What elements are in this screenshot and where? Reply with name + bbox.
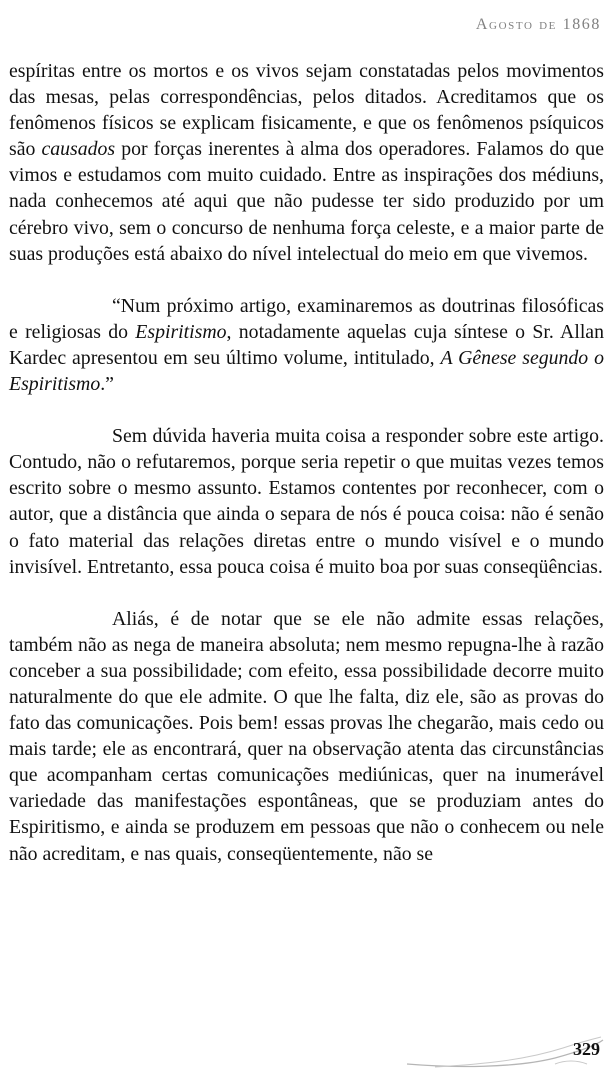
text-run: Aliás, é de notar que se ele não admite essas relações, também não as nega de maneira absoluta; nem mesmo repugna-lhe à razão conceber a sua possibilidade; com efeito, essa possibilidade decorre muito naturalmente do que ele admite. O que lhe falta, diz ele, são as provas do fato das comunicações. Pois bem! essas provas lhe chegarão, mais cedo ou mais tarde; ele as encontrará, quer na observação atenta das circunstâncias que acompanham certas comunicações mediúnicas, quer na inumerável variedade das manifestações espontâneas, que se produziam antes do Espiritismo, e ainda se produzem em pessoas que não o conhecem ou nele não acreditam, e nas quais, conseqüentemente, não se	[9, 607, 604, 865]
italic-text-run: A Gênese segundo o Espiritismo	[9, 346, 604, 396]
text-run: por forças inerentes à alma dos operadores. Falamos do que vimos e estudamos com muito cuidado. Entre as inspirações dos médiuns, nada conhecemos até aqui que não pudesse ter sido produzido por um cérebro vivo, sem o concurso de nenhuma força celeste, e a maior parte de suas produções está abaixo do nível intelectual do meio em que vivemos.	[9, 138, 604, 265]
paragraph-2	[9, 293, 604, 397]
body-text	[9, 58, 604, 867]
paragraph-3	[9, 423, 604, 580]
running-head-title: Agosto de 1868	[475, 16, 601, 33]
text-run: , notadamente aquelas cuja síntese o Sr. Allan Kardec apresentou em seu último volume, intitulado,	[9, 320, 604, 369]
text-run: espíritas entre os mortos e os vivos sejam constatadas pelos movimentos das mesas, pelas correspondências, pelos ditados. Acreditamos que os fenômenos físicos se explicam fisicamente, e que os fenômenos psíquicos são	[9, 60, 604, 161]
italic-text-run: Espiritismo	[135, 320, 227, 343]
page-number: 329	[573, 1039, 600, 1059]
text-run: “Num próximo artigo, examinaremos as doutrinas filosóficas e religiosas do	[9, 294, 604, 343]
paragraph-1	[9, 58, 604, 267]
italic-text-run: causados	[41, 138, 116, 161]
text-run: Sem dúvida haveria muita coisa a responder sobre este artigo. Contudo, não o refutaremos, porque seria repetir o que muitas vezes temos escrito sobre o mesmo assunto. Estamos contentes por reconhecer, com o autor, que a distância que ainda o separa de nós é pouca coisa: não é senão o fato material das relações diretas entre o mundo visível e o mundo invisível. Entretanto, essa pouca coisa é muito boa por suas conseqüências.	[9, 425, 604, 578]
text-run: .”	[100, 373, 114, 396]
paragraph-4	[9, 606, 604, 867]
